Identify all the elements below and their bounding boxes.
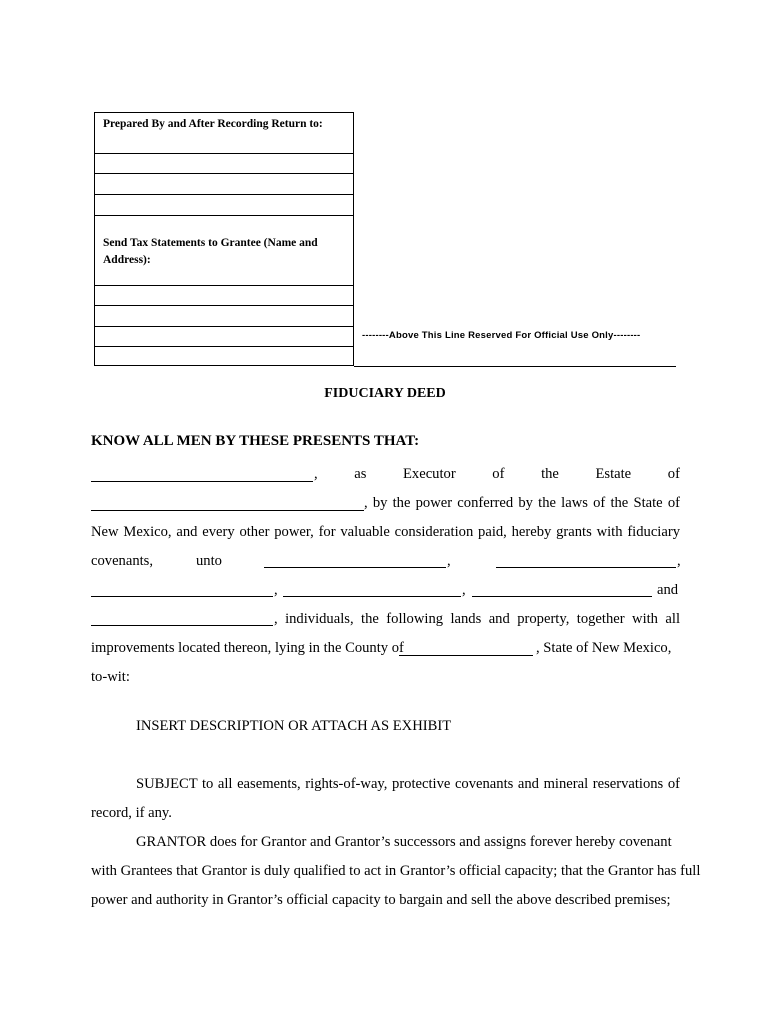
text-comma: , [314,466,318,482]
know-heading: KNOW ALL MEN BY THESE PRESENTS THAT: [91,433,420,449]
box-divider [95,173,353,174]
county-blank[interactable] [399,655,533,656]
tax-statements-label: Send Tax Statements to Grantee (Name and Address): [103,237,318,266]
box-divider [95,215,353,216]
unto-text: unto [196,553,222,569]
text-as: as [354,466,367,482]
text-comma: , [462,582,466,598]
text-estate: Estate [595,466,632,482]
text-the: the [541,466,559,482]
grantor-line-1: GRANTOR does for Grantor and Grantor’s successors and assigns forever hereby covenant [136,834,672,850]
body-line-1 [314,464,680,484]
box-divider [95,326,353,327]
text-comma: , [447,553,451,569]
page-title: FIDUCIARY DEED [324,386,446,401]
prepared-by-label: Prepared By and After Recording Return to: [103,118,323,130]
reserved-line-text: --------Above This Line Reserved For Official Use Only-------- [362,330,641,341]
body-line-3: New Mexico, and every other power, for valuable consideration paid, hereby grants with fiduciary [91,524,680,540]
reserved-rule [354,366,676,367]
text-of: of [667,466,680,482]
to-wit-text: to-wit: [91,669,130,685]
box-divider [95,346,353,347]
covenants-text: covenants, [91,553,154,569]
text-comma: , [677,553,681,569]
text-comma: , [274,582,278,598]
and-text: and [657,582,679,598]
body-line-7b: , State of New Mexico, [536,640,672,656]
box-divider [95,153,353,154]
grantor-line-2: with Grantees that Grantor is duly qualified to act in Grantor’s official capacity; that the Grantor has full [91,863,701,879]
grantor-line-3: power and authority in Grantor’s official capacity to bargain and sell the above described premises; [91,892,671,908]
box-divider [95,305,353,306]
grantee-blank-5[interactable] [472,596,652,597]
grantee-blank-6[interactable] [91,625,273,626]
box-divider [95,194,353,195]
body-line-2: , by the power conferred by the laws of the State of [364,495,680,511]
box-divider [95,285,353,286]
grantee-blank-3[interactable] [91,596,273,597]
text-of: of [492,466,505,482]
insert-description-text: INSERT DESCRIPTION OR ATTACH AS EXHIBIT [136,718,452,734]
body-line-6: , individuals, the following lands and property, together with all [274,611,680,627]
executor-name-blank[interactable] [91,481,313,482]
estate-name-blank[interactable] [91,510,364,511]
grantee-blank-4[interactable] [283,596,461,597]
body-line-7a: improvements located thereon, lying in the County of [91,640,404,656]
grantee-blank-2[interactable] [496,567,676,568]
grantee-blank-1[interactable] [264,567,446,568]
recording-box [94,112,354,366]
subject-line-2: record, if any. [91,805,172,821]
subject-line-1: SUBJECT to all easements, rights-of-way, protective covenants and mineral reservations of [136,776,680,792]
text-executor: Executor [403,466,456,482]
